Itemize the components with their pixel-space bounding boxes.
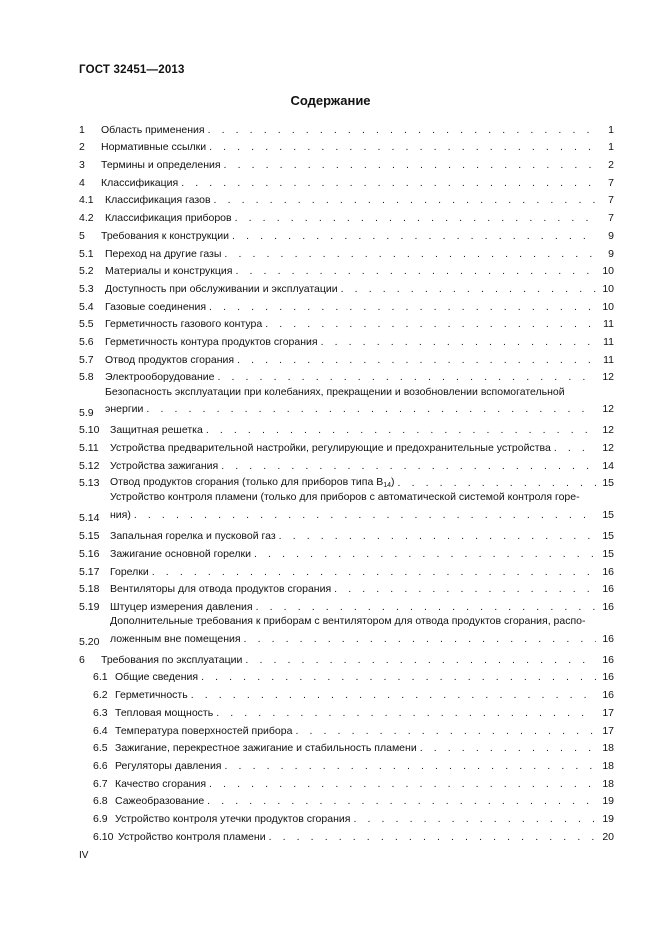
toc-entry-number: 4: [79, 176, 85, 189]
toc-entry[interactable]: [79, 171, 614, 189]
toc-entry-number: 5.3: [79, 282, 94, 295]
toc-entry-page: 19: [602, 812, 614, 825]
toc-dot-leader: [420, 742, 596, 754]
toc-entry-number: 5.20: [79, 636, 100, 649]
toc-entry-body: [105, 318, 614, 330]
toc-entry-text-line1: Дополнительные требования к приборам с вентилятором для отвода продуктов сгорания, распо-: [110, 615, 586, 628]
toc-entry-page: 16: [602, 671, 614, 684]
toc-entry-body: [105, 212, 614, 224]
toc-entry-page: 2: [608, 159, 614, 172]
toc-entry-text: Классификация: [101, 176, 179, 189]
toc-dot-leader: [341, 283, 596, 295]
toc-entry-text: Классификация газов: [105, 194, 211, 207]
toc-entry-text: Горелки: [110, 565, 149, 578]
table-of-contents: [79, 118, 614, 843]
toc-entry-number: 5.10: [79, 424, 100, 437]
toc-entry-page: 1: [608, 141, 614, 154]
toc-entry[interactable]: [79, 648, 614, 666]
toc-entry-body: [105, 283, 614, 295]
toc-dot-leader: [216, 707, 596, 719]
toc-entry[interactable]: [79, 790, 614, 808]
toc-entry-page: 12: [602, 441, 614, 454]
toc-entry-text: Сажеобразование: [115, 795, 205, 808]
toc-entry-page: 7: [608, 194, 614, 207]
toc-entry[interactable]: [79, 224, 614, 242]
toc-entry-body: [101, 654, 614, 666]
toc-entry-text: Устройство контроля утечки продуктов сгорания: [115, 812, 351, 825]
toc-entry-body: [115, 671, 614, 683]
toc-entry-body: [105, 194, 614, 206]
toc-dot-leader: [279, 530, 596, 542]
toc-entry-number: 5.2: [79, 265, 94, 278]
toc-entry-body: [101, 141, 614, 153]
toc-entry-body: [105, 248, 614, 260]
toc-entry-text-block: [110, 613, 614, 648]
toc-entry[interactable]: [79, 260, 614, 278]
toc-entry[interactable]: [79, 419, 614, 437]
toc-entry[interactable]: [79, 153, 614, 171]
toc-entry-number: 6.4: [93, 724, 108, 737]
toc-entry-text: Электрооборудование: [105, 371, 215, 384]
toc-entry[interactable]: [79, 666, 614, 684]
toc-entry-text: Температура поверхностей прибора: [115, 724, 293, 737]
toc-dot-leader: [221, 460, 596, 472]
toc-entry[interactable]: [79, 595, 614, 613]
toc-dot-leader: [134, 507, 596, 525]
toc-entry[interactable]: [79, 719, 614, 737]
toc-dot-leader: [232, 230, 596, 242]
toc-entry-text: Термины и определения: [101, 159, 221, 172]
toc-entry-body: [115, 689, 614, 701]
toc-entry[interactable]: [79, 348, 614, 366]
toc-entry-body: [110, 601, 614, 613]
toc-entry-page: 16: [602, 632, 614, 645]
toc-entry-page: 12: [602, 371, 614, 384]
toc-entry-page: 16: [602, 565, 614, 578]
toc-entry-number: 5.19: [79, 600, 100, 613]
toc-entry-page: 20: [602, 830, 614, 843]
toc-entry[interactable]: [79, 436, 614, 454]
toc-entry-text: Требования к конструкции: [101, 229, 230, 242]
toc-entry-body: [110, 566, 614, 578]
toc-entry-page: 16: [602, 653, 614, 666]
toc-entry[interactable]: [79, 560, 614, 578]
toc-entry[interactable]: [79, 189, 614, 207]
toc-entry-number: 5: [79, 229, 85, 242]
toc-entry-page: 16: [602, 583, 614, 596]
toc-entry-number: 5.15: [79, 530, 100, 543]
toc-entry-page: 9: [608, 247, 614, 260]
toc-entry[interactable]: [79, 242, 614, 260]
toc-entry-body: [118, 831, 614, 843]
toc-entry-body: [105, 336, 614, 348]
toc-dot-leader: [217, 371, 596, 383]
toc-entry[interactable]: [79, 807, 614, 825]
toc-entry[interactable]: [79, 330, 614, 348]
toc-dot-leader: [254, 548, 596, 560]
toc-dot-leader: [237, 354, 596, 366]
toc-entry-page: 15: [602, 508, 614, 521]
toc-entry[interactable]: [79, 524, 614, 542]
toc-entry[interactable]: [79, 277, 614, 295]
toc-entry[interactable]: [79, 295, 614, 313]
toc-entry-text: Область применения: [101, 123, 205, 136]
toc-entry-number: 5.4: [79, 300, 94, 313]
toc-entry-number: 6: [79, 653, 85, 666]
toc-entry[interactable]: [79, 136, 614, 154]
toc-entry-number: 5.6: [79, 335, 94, 348]
toc-entry-page: 10: [602, 282, 614, 295]
toc-entry-text-end: ): [391, 476, 395, 489]
toc-entry-number: 5.1: [79, 247, 94, 260]
toc-dot-leader: [398, 477, 596, 489]
toc-entry-number: 6.7: [93, 777, 108, 790]
toc-entry-body: [115, 742, 614, 754]
toc-entry-text-line2-wrap: [110, 631, 614, 649]
toc-entry-text: Общие сведения: [115, 671, 199, 684]
toc-entry[interactable]: [79, 472, 614, 490]
toc-dot-leader: [334, 583, 596, 595]
toc-entry-text-main: Отвод продуктов сгорания (только для приборов типа B: [110, 476, 384, 489]
toc-entry-text: Штуцер измерения давления: [110, 600, 253, 613]
toc-dot-leader: [295, 725, 596, 737]
toc-entry-text: Защитная решетка: [110, 424, 203, 437]
toc-entry-page: 18: [602, 742, 614, 755]
toc-entry-text: Нормативные ссылки: [101, 141, 207, 154]
toc-entry-text: Доступность при обслуживании и эксплуатации: [105, 282, 338, 295]
toc-dot-leader: [269, 831, 596, 843]
toc-dot-leader: [209, 141, 596, 153]
toc-entry-page: 11: [603, 353, 614, 366]
toc-dot-leader: [209, 778, 596, 790]
toc-entry[interactable]: [79, 366, 614, 384]
toc-entry-body: [101, 230, 614, 242]
toc-entry-number: 6.5: [93, 742, 108, 755]
toc-entry-page: 15: [602, 477, 614, 490]
toc-entry-text: Классификация приборов: [105, 212, 232, 225]
toc-dot-leader: [208, 124, 596, 136]
toc-dot-leader: [225, 760, 597, 772]
toc-entry-text-line2: ложенным вне помещения: [110, 632, 241, 645]
toc-entry-text: Переход на другие газы: [105, 247, 222, 260]
toc-dot-leader: [201, 671, 596, 683]
toc-dot-leader: [265, 318, 596, 330]
toc-entry-text: Герметичность газового контура: [105, 318, 263, 331]
toc-entry-body: [105, 301, 614, 313]
toc-entry-number: 2: [79, 141, 85, 154]
toc-entry[interactable]: [79, 772, 614, 790]
toc-entry-number: 5.5: [79, 318, 94, 331]
toc-dot-leader: [224, 248, 596, 260]
toc-dot-leader: [224, 159, 596, 171]
toc-dot-leader: [353, 813, 596, 825]
toc-entry-number: 5.11: [79, 441, 99, 454]
toc-entry-text: [110, 476, 395, 489]
toc-entry-number: 5.13: [79, 477, 100, 490]
toc-entry-body: [110, 583, 614, 595]
toc-entry-body: [115, 778, 614, 790]
toc-entry-page: 14: [602, 459, 614, 472]
toc-entry-number: 5.18: [79, 583, 100, 596]
toc-entry-text: Герметичность контура продуктов сгорания: [105, 335, 318, 348]
toc-entry-number: 6.6: [93, 759, 108, 772]
toc-entry-page: 12: [602, 403, 614, 415]
toc-dot-leader: [191, 689, 596, 701]
toc-entry-text: Запальная горелка и пусковой газ: [110, 530, 276, 543]
toc-entry-number: 5.7: [79, 353, 94, 366]
toc-entry-body: [115, 725, 614, 737]
toc-entry-page: 7: [608, 176, 614, 189]
toc-dot-leader: [207, 795, 596, 807]
toc-entry-text: Вентиляторы для отвода продуктов сгорания: [110, 583, 332, 596]
toc-entry-body: [115, 707, 614, 719]
toc-entry-page: 11: [603, 335, 614, 348]
toc-dot-leader: [256, 601, 596, 613]
toc-entry-text: Устройство контроля пламени: [118, 830, 266, 843]
toc-entry[interactable]: [79, 754, 614, 772]
toc-entry-body: [115, 795, 614, 807]
toc-entry[interactable]: [79, 737, 614, 755]
toc-entry[interactable]: [79, 454, 614, 472]
toc-entry[interactable]: [79, 118, 614, 136]
toc-entry[interactable]: [79, 383, 614, 418]
toc-dot-leader: [181, 177, 596, 189]
toc-entry-number: 5.17: [79, 565, 100, 578]
toc-entry-body: [110, 476, 614, 489]
toc-entry-body: [110, 442, 614, 454]
toc-dot-leader: [321, 336, 596, 348]
toc-entry-text: Газовые соединения: [105, 300, 207, 313]
toc-entry-text-line2: энергии: [105, 403, 144, 415]
toc-entry-number: 6.9: [93, 812, 108, 825]
toc-dot-leader: [235, 265, 596, 277]
toc-dot-leader: [554, 442, 596, 454]
document-header: ГОСТ 32451—2013: [79, 64, 185, 76]
toc-entry-page: 18: [602, 759, 614, 772]
toc-entry-number: 5.9: [79, 406, 94, 419]
toc-entry-text-line2-wrap: [110, 507, 614, 525]
toc-entry-text-line1: Безопасность эксплуатации при колебаниях, прекращении и возобновлении вспомогательной: [105, 385, 565, 398]
toc-dot-leader: [214, 194, 596, 206]
toc-entry-body: [115, 760, 614, 772]
toc-entry[interactable]: [79, 313, 614, 331]
toc-entry-body: [105, 354, 614, 366]
toc-entry-text-line2: ния): [110, 508, 131, 521]
toc-entry-text: Зажигание основной горелки: [110, 547, 252, 560]
toc-dot-leader: [209, 301, 596, 313]
toc-entry-number: 5.16: [79, 547, 100, 560]
toc-entry-number: 6.2: [93, 689, 108, 702]
toc-entry-text: Материалы и конструкция: [105, 265, 233, 278]
toc-dot-leader: [206, 424, 596, 436]
toc-entry-page: 17: [602, 706, 614, 719]
toc-entry[interactable]: [79, 701, 614, 719]
toc-entry-number: 4.2: [79, 212, 94, 225]
toc-entry-text: Регуляторы давления: [115, 759, 222, 772]
toc-entry-page: 7: [608, 212, 614, 225]
toc-entry-page: 10: [602, 300, 614, 313]
toc-entry-page: 17: [602, 724, 614, 737]
toc-entry[interactable]: [79, 206, 614, 224]
toc-entry-text-block: [110, 489, 614, 524]
toc-dot-leader: [244, 631, 596, 649]
toc-entry-page: 15: [602, 530, 614, 543]
toc-entry-number: 5.12: [79, 459, 100, 472]
toc-dot-leader: [235, 212, 596, 224]
toc-entry-page: 15: [602, 547, 614, 560]
toc-entry-number: 5.8: [79, 371, 94, 384]
toc-entry-body: [110, 530, 614, 542]
toc-entry-text-block: [105, 384, 614, 419]
toc-dot-leader: [245, 654, 596, 666]
toc-dot-leader: [146, 401, 596, 419]
toc-entry-text: Тепловая мощность: [115, 706, 214, 719]
toc-entry-text: Требования по эксплуатации: [101, 653, 243, 666]
toc-entry-page: 16: [602, 689, 614, 702]
toc-entry-text-line2-wrap: [105, 401, 614, 419]
page-number-footer: IV: [79, 850, 89, 861]
toc-entry-text: Устройства предварительной настройки, регулирующие и предохранительные устройства: [110, 441, 551, 454]
toc-entry-number: 4.1: [79, 194, 94, 207]
toc-entry-page: 19: [602, 795, 614, 808]
toc-entry[interactable]: [79, 578, 614, 596]
toc-entry[interactable]: [79, 542, 614, 560]
toc-entry-page: 10: [602, 265, 614, 278]
toc-entry-number: 3: [79, 159, 85, 172]
toc-entry-text-line1: Устройство контроля пламени (только для приборов с автоматической системой контроля горе-: [110, 491, 580, 504]
toc-entry-number: 5.14: [79, 512, 100, 525]
toc-entry-text: Отвод продуктов сгорания: [105, 353, 235, 366]
toc-entry-number: 1: [79, 123, 85, 136]
toc-entry-body: [110, 460, 614, 472]
toc-entry-number: 6.3: [93, 706, 108, 719]
toc-entry-body: [101, 124, 614, 136]
toc-entry-text: Герметичность: [115, 689, 188, 702]
toc-entry-page: 1: [608, 123, 614, 136]
toc-entry-page: 12: [602, 424, 614, 437]
toc-entry-body: [115, 813, 614, 825]
toc-entry-body: [101, 159, 614, 171]
toc-entry-body: [105, 265, 614, 277]
toc-entry-subscript: 14: [383, 482, 392, 490]
toc-entry-page: 18: [602, 777, 614, 790]
toc-entry[interactable]: [79, 489, 614, 524]
toc-entry-text: Зажигание, перекрестное зажигание и стабильность пламени: [115, 742, 417, 755]
toc-entry[interactable]: [79, 825, 614, 843]
toc-entry-body: [110, 548, 614, 560]
toc-entry-number: 6.1: [93, 671, 108, 684]
toc-entry-body: [105, 371, 614, 383]
toc-entry-body: [110, 424, 614, 436]
toc-entry-page: 9: [608, 229, 614, 242]
toc-entry-body: [101, 177, 614, 189]
page-title: Содержание: [290, 93, 371, 108]
toc-entry[interactable]: [79, 613, 614, 648]
toc-entry-page: 11: [603, 318, 614, 331]
toc-entry-text: Устройства зажигания: [110, 459, 219, 472]
toc-entry-number: 6.8: [93, 795, 108, 808]
toc-entry-text: Качество сгорания: [115, 777, 207, 790]
toc-dot-leader: [152, 566, 596, 578]
toc-entry-number: 6.10: [93, 830, 114, 843]
toc-entry[interactable]: [79, 683, 614, 701]
toc-entry-page: 16: [602, 600, 614, 613]
